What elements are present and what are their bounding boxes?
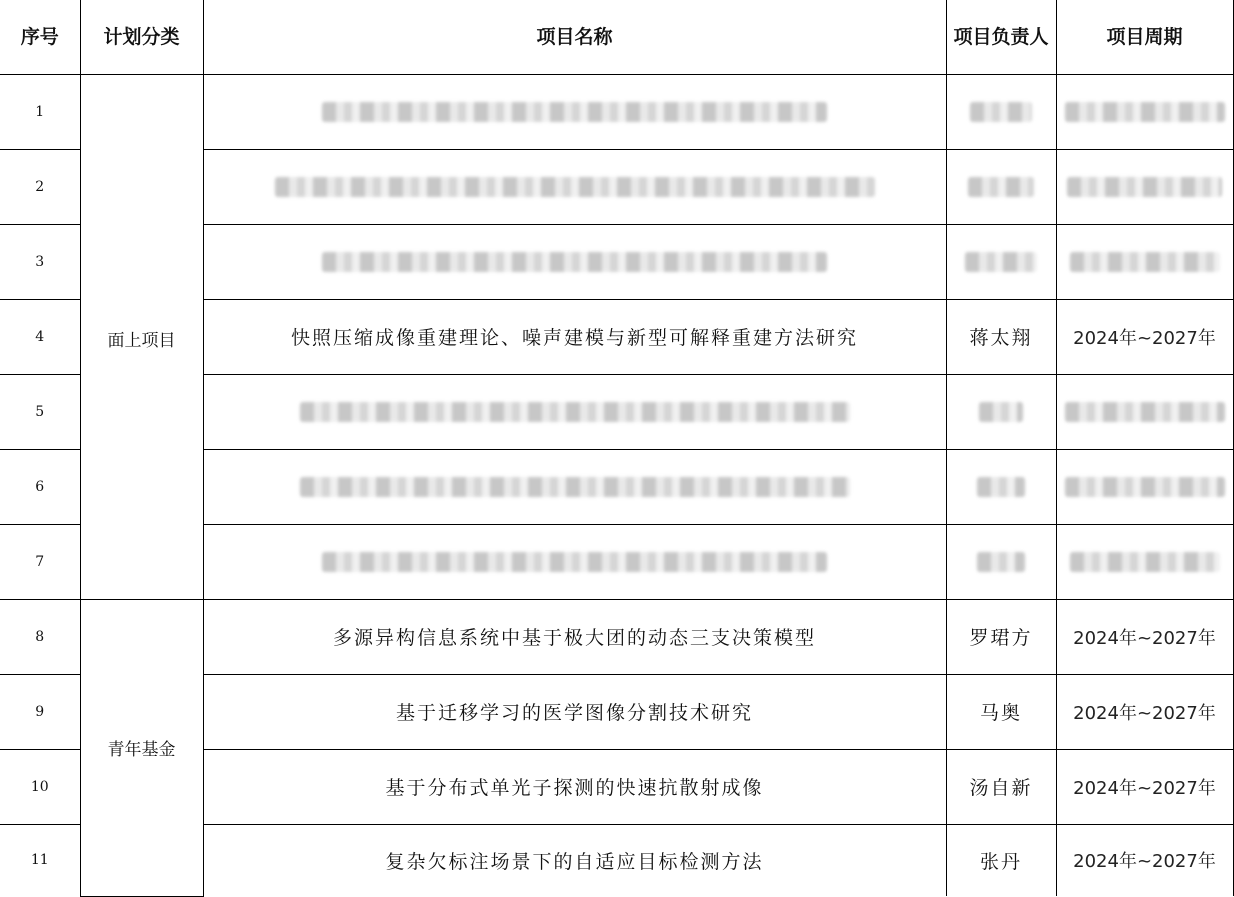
redacted-period xyxy=(1056,374,1233,449)
redacted-leader xyxy=(946,449,1056,524)
project-leader: 蒋太翔 xyxy=(946,299,1056,374)
header-name: 项目名称 xyxy=(203,0,946,74)
header-leader: 项目负责人 xyxy=(946,0,1056,74)
redacted-period xyxy=(1056,149,1233,224)
redacted-project-name xyxy=(203,149,946,224)
category-cell-general xyxy=(80,74,203,599)
redacted-project-name xyxy=(203,74,946,149)
category-cell-youth xyxy=(80,599,203,896)
project-name: 基于分布式单光子探测的快速抗散射成像 xyxy=(203,749,946,824)
table-row xyxy=(0,74,1233,149)
row-index: 10 xyxy=(0,749,80,824)
project-name: 快照压缩成像重建理论、噪声建模与新型可解释重建方法研究 xyxy=(203,299,946,374)
row-index: 3 xyxy=(0,224,80,299)
project-period: 2024年~2027年 xyxy=(1056,599,1233,674)
redacted-period xyxy=(1056,449,1233,524)
row-index: 6 xyxy=(0,449,80,524)
header-row xyxy=(0,0,1233,74)
project-leader: 汤自新 xyxy=(946,749,1056,824)
header-category: 计划分类 xyxy=(80,0,203,74)
redacted-project-name xyxy=(203,524,946,599)
project-name: 复杂欠标注场景下的自适应目标检测方法 xyxy=(203,824,946,896)
project-period: 2024年~2027年 xyxy=(1056,824,1233,896)
project-period: 2024年~2027年 xyxy=(1056,299,1233,374)
category-label: 面上项目 xyxy=(107,331,176,351)
project-leader: 张丹 xyxy=(946,824,1056,896)
redacted-leader xyxy=(946,524,1056,599)
row-index: 2 xyxy=(0,149,80,224)
redacted-period xyxy=(1056,524,1233,599)
redacted-leader xyxy=(946,74,1056,149)
row-index: 8 xyxy=(0,599,80,674)
row-index: 5 xyxy=(0,374,80,449)
project-leader: 马奥 xyxy=(946,674,1056,749)
row-index: 11 xyxy=(0,824,80,896)
redacted-period xyxy=(1056,224,1233,299)
table-row xyxy=(0,599,1233,674)
redacted-leader xyxy=(946,149,1056,224)
project-period: 2024年~2027年 xyxy=(1056,674,1233,749)
header-index: 序号 xyxy=(0,0,80,74)
project-leader: 罗珺方 xyxy=(946,599,1056,674)
redacted-leader xyxy=(946,374,1056,449)
redacted-period xyxy=(1056,74,1233,149)
row-index: 4 xyxy=(0,299,80,374)
row-index: 9 xyxy=(0,674,80,749)
row-index: 7 xyxy=(0,524,80,599)
redacted-leader xyxy=(946,224,1056,299)
row-index: 1 xyxy=(0,74,80,149)
project-period: 2024年~2027年 xyxy=(1056,749,1233,824)
project-name: 多源异构信息系统中基于极大团的动态三支决策模型 xyxy=(203,599,946,674)
header-period: 项目周期 xyxy=(1056,0,1233,74)
project-name: 基于迁移学习的医学图像分割技术研究 xyxy=(203,674,946,749)
category-label: 青年基金 xyxy=(107,740,176,760)
redacted-project-name xyxy=(203,449,946,524)
redacted-project-name xyxy=(203,374,946,449)
redacted-project-name xyxy=(203,224,946,299)
